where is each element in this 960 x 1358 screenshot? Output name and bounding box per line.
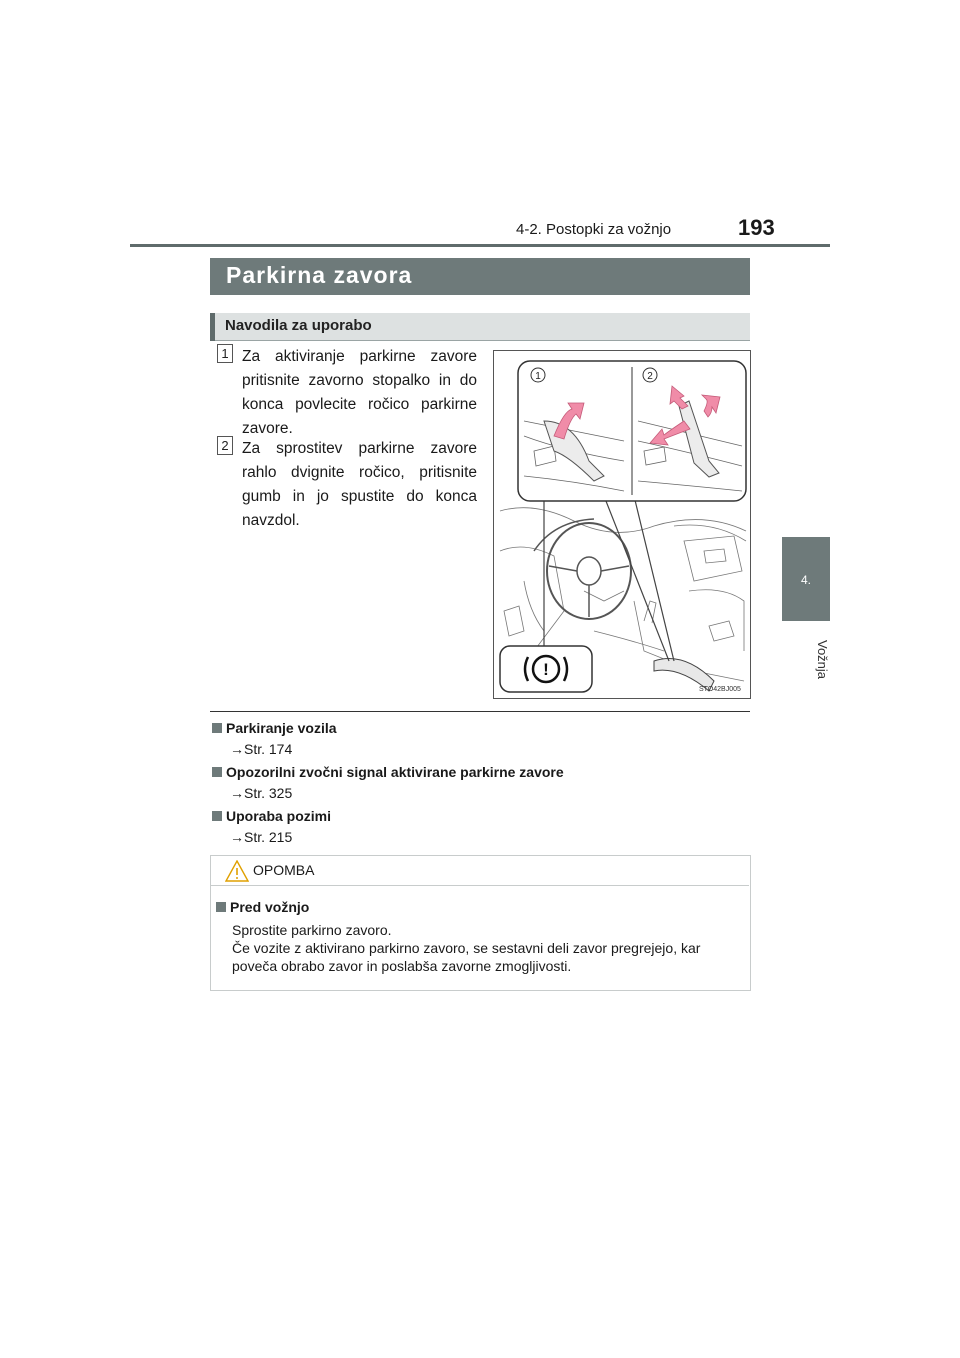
parking-brake-illustration: [493, 350, 751, 699]
notice-label: OPOMBA: [253, 862, 315, 878]
section-label: 4-2. Postopki za vožnjo: [516, 221, 672, 238]
topic-link-brake-buzzer[interactable]: →Str. 325: [230, 785, 293, 801]
notice-body: [232, 921, 747, 975]
step-number-1: 1: [217, 344, 233, 363]
illustration-svg: [494, 351, 750, 698]
step-text-2: Za sprostitev parkirne zavore rahlo dvignite ročico, pritisnite gumb in jo spustite do konca navzdol.: [242, 440, 477, 529]
section-rule: [210, 711, 750, 712]
callout-2: 2: [647, 371, 653, 382]
figure-code: STO42BJ005: [699, 686, 741, 693]
subsection-title: Navodila za uporabo: [225, 317, 372, 334]
chapter-tab-label-text: Vožnja: [815, 640, 830, 680]
subsection-accent-bar: [210, 313, 215, 341]
topic-title: Parkiranje vozila: [226, 720, 337, 736]
topic-marker: [212, 767, 222, 777]
topic-title: Opozorilni zvočni signal aktivirane parkirne zavore: [226, 764, 564, 780]
header-rule: [130, 244, 830, 247]
notice-marker: [216, 902, 226, 912]
notice-title-text: Pred vožnjo: [230, 899, 310, 915]
step-text-1: Za aktiviranje parkirne zavore pritisnite zavorno stopalko in do konca povlecite ročico parkirne zavore.: [242, 348, 477, 437]
notice-divider: [211, 885, 749, 886]
inset-panel: [518, 361, 746, 501]
page-title: Parkirna zavora: [226, 262, 413, 288]
topic-marker: [212, 811, 222, 821]
topic-link-parking-vehicle[interactable]: →Str. 174: [230, 741, 293, 757]
topic-parking-vehicle: [212, 720, 337, 736]
caution-triangle-icon: [225, 860, 249, 882]
step-number-2: 2: [217, 436, 233, 455]
callout-1: 1: [535, 371, 541, 382]
topic-link-winter-use[interactable]: →Str. 215: [230, 829, 293, 845]
topic-title: Uporaba pozimi: [226, 808, 332, 824]
notice-title: [216, 899, 309, 915]
steering-wheel-drawing: [534, 519, 631, 619]
topic-brake-buzzer: [212, 764, 564, 780]
page-number: 193: [738, 215, 775, 240]
notice-line-1: Sprostite parkirno zavoro.: [232, 922, 392, 938]
topic-marker: [212, 723, 222, 733]
brake-warning-lamp: [500, 646, 592, 692]
chapter-tab-label: [782, 640, 830, 700]
chapter-tab-number: 4.: [800, 573, 811, 587]
warning-symbol: !: [543, 660, 549, 679]
notice-line-2: Če vozite z aktivirano parkirno zavoro, se sestavni deli zavor pregrejejo, kar poveča obrabo zavor in poslabša zavorne zmogljivosti.: [232, 940, 701, 974]
topic-winter-use: [212, 808, 331, 824]
